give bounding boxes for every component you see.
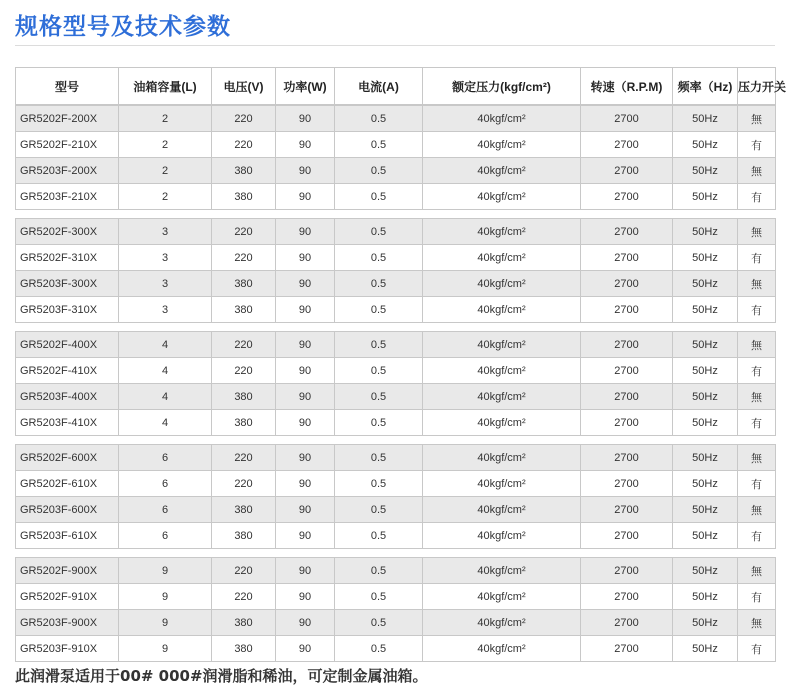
cell-speed: 2700 — [581, 245, 673, 271]
cell-speed: 2700 — [581, 332, 673, 358]
spec-table-group — [15, 105, 776, 210]
cell-rated-pressure: 40kgf/cm² — [423, 410, 581, 436]
cell-model: GR5202F-310X — [16, 245, 119, 271]
cell-current: 0.5 — [335, 558, 423, 584]
cell-current: 0.5 — [335, 106, 423, 132]
cell-current: 0.5 — [335, 297, 423, 323]
header-cell: 转速（R.P.M) — [581, 68, 673, 105]
cell-rated-pressure: 40kgf/cm² — [423, 297, 581, 323]
cell-current: 0.5 — [335, 584, 423, 610]
cell-frequency: 50Hz — [673, 584, 738, 610]
cell-voltage: 220 — [212, 245, 276, 271]
cell-speed: 2700 — [581, 497, 673, 523]
header-cell: 型号 — [16, 68, 119, 105]
cell-model: GR5203F-400X — [16, 384, 119, 410]
cell-rated-pressure: 40kgf/cm² — [423, 523, 581, 549]
cell-pressure-switch: 有 — [738, 132, 776, 158]
cell-model: GR5203F-910X — [16, 636, 119, 662]
cell-rated-pressure: 40kgf/cm² — [423, 384, 581, 410]
table-row — [16, 445, 776, 471]
cell-voltage: 220 — [212, 332, 276, 358]
cell-speed: 2700 — [581, 297, 673, 323]
cell-rated-pressure: 40kgf/cm² — [423, 610, 581, 636]
table-row — [16, 158, 776, 184]
table-group — [15, 444, 775, 549]
cell-frequency: 50Hz — [673, 610, 738, 636]
cell-voltage: 220 — [212, 219, 276, 245]
cell-tank-capacity: 3 — [119, 297, 212, 323]
cell-model: GR5203F-310X — [16, 297, 119, 323]
cell-speed: 2700 — [581, 410, 673, 436]
cell-power: 90 — [276, 184, 335, 210]
cell-model: GR5202F-300X — [16, 219, 119, 245]
cell-voltage: 380 — [212, 271, 276, 297]
cell-voltage: 220 — [212, 558, 276, 584]
cell-current: 0.5 — [335, 219, 423, 245]
cell-power: 90 — [276, 132, 335, 158]
cell-power: 90 — [276, 610, 335, 636]
cell-speed: 2700 — [581, 132, 673, 158]
cell-tank-capacity: 6 — [119, 445, 212, 471]
cell-frequency: 50Hz — [673, 410, 738, 436]
cell-voltage: 220 — [212, 584, 276, 610]
cell-tank-capacity: 2 — [119, 132, 212, 158]
table-row — [16, 245, 776, 271]
header-cell: 油箱容量(L) — [119, 68, 212, 105]
cell-pressure-switch: 有 — [738, 636, 776, 662]
cell-voltage: 220 — [212, 132, 276, 158]
cell-voltage: 380 — [212, 384, 276, 410]
page-title: 规格型号及技术参数 — [15, 14, 231, 40]
cell-rated-pressure: 40kgf/cm² — [423, 558, 581, 584]
cell-current: 0.5 — [335, 384, 423, 410]
cell-rated-pressure: 40kgf/cm² — [423, 584, 581, 610]
cell-rated-pressure: 40kgf/cm² — [423, 445, 581, 471]
table-row — [16, 497, 776, 523]
cell-tank-capacity: 4 — [119, 384, 212, 410]
header-row — [16, 68, 776, 105]
cell-tank-capacity: 9 — [119, 636, 212, 662]
cell-voltage: 220 — [212, 445, 276, 471]
cell-frequency: 50Hz — [673, 558, 738, 584]
cell-tank-capacity: 6 — [119, 523, 212, 549]
cell-pressure-switch: 有 — [738, 184, 776, 210]
cell-rated-pressure: 40kgf/cm² — [423, 158, 581, 184]
table-row — [16, 132, 776, 158]
cell-model: GR5202F-910X — [16, 584, 119, 610]
footer-note: 此润滑泵适用于00# 000#润滑脂和稀油，可定制金属油箱。 — [15, 667, 428, 685]
cell-current: 0.5 — [335, 610, 423, 636]
cell-power: 90 — [276, 106, 335, 132]
cell-power: 90 — [276, 445, 335, 471]
cell-speed: 2700 — [581, 610, 673, 636]
cell-power: 90 — [276, 636, 335, 662]
cell-power: 90 — [276, 158, 335, 184]
cell-rated-pressure: 40kgf/cm² — [423, 132, 581, 158]
cell-rated-pressure: 40kgf/cm² — [423, 245, 581, 271]
cell-speed: 2700 — [581, 636, 673, 662]
cell-rated-pressure: 40kgf/cm² — [423, 332, 581, 358]
cell-speed: 2700 — [581, 471, 673, 497]
cell-power: 90 — [276, 584, 335, 610]
table-row — [16, 297, 776, 323]
title-divider — [15, 45, 775, 46]
cell-power: 90 — [276, 410, 335, 436]
spec-table-group — [15, 557, 776, 662]
cell-tank-capacity: 2 — [119, 184, 212, 210]
spec-table-header — [15, 67, 787, 105]
cell-frequency: 50Hz — [673, 271, 738, 297]
cell-frequency: 50Hz — [673, 384, 738, 410]
table-row — [16, 184, 776, 210]
cell-tank-capacity: 2 — [119, 106, 212, 132]
header-cell: 频率（Hz) — [673, 68, 738, 105]
cell-power: 90 — [276, 384, 335, 410]
cell-voltage: 380 — [212, 610, 276, 636]
cell-pressure-switch: 有 — [738, 245, 776, 271]
cell-pressure-switch: 無 — [738, 497, 776, 523]
cell-speed: 2700 — [581, 384, 673, 410]
cell-pressure-switch: 無 — [738, 610, 776, 636]
cell-current: 0.5 — [335, 332, 423, 358]
cell-rated-pressure: 40kgf/cm² — [423, 184, 581, 210]
cell-tank-capacity: 3 — [119, 271, 212, 297]
cell-speed: 2700 — [581, 558, 673, 584]
table-row — [16, 410, 776, 436]
cell-speed: 2700 — [581, 106, 673, 132]
cell-model: GR5202F-210X — [16, 132, 119, 158]
cell-power: 90 — [276, 332, 335, 358]
cell-power: 90 — [276, 471, 335, 497]
cell-pressure-switch: 無 — [738, 445, 776, 471]
cell-frequency: 50Hz — [673, 245, 738, 271]
cell-model: GR5202F-410X — [16, 358, 119, 384]
table-group — [15, 331, 775, 436]
header-cell: 压力开关 — [738, 68, 776, 105]
cell-power: 90 — [276, 271, 335, 297]
cell-voltage: 220 — [212, 471, 276, 497]
cell-pressure-switch: 無 — [738, 558, 776, 584]
cell-model: GR5203F-610X — [16, 523, 119, 549]
cell-tank-capacity: 3 — [119, 219, 212, 245]
cell-tank-capacity: 4 — [119, 332, 212, 358]
cell-rated-pressure: 40kgf/cm² — [423, 106, 581, 132]
cell-voltage: 380 — [212, 636, 276, 662]
cell-current: 0.5 — [335, 358, 423, 384]
cell-voltage: 380 — [212, 297, 276, 323]
header-cell: 功率(W) — [276, 68, 335, 105]
cell-rated-pressure: 40kgf/cm² — [423, 471, 581, 497]
cell-power: 90 — [276, 523, 335, 549]
table-row — [16, 610, 776, 636]
cell-model: GR5202F-610X — [16, 471, 119, 497]
cell-tank-capacity: 4 — [119, 358, 212, 384]
cell-model: GR5202F-600X — [16, 445, 119, 471]
cell-current: 0.5 — [335, 132, 423, 158]
cell-current: 0.5 — [335, 523, 423, 549]
cell-frequency: 50Hz — [673, 158, 738, 184]
cell-current: 0.5 — [335, 245, 423, 271]
cell-voltage: 380 — [212, 158, 276, 184]
cell-frequency: 50Hz — [673, 358, 738, 384]
cell-power: 90 — [276, 358, 335, 384]
cell-pressure-switch: 無 — [738, 332, 776, 358]
cell-current: 0.5 — [335, 158, 423, 184]
cell-power: 90 — [276, 219, 335, 245]
cell-pressure-switch: 有 — [738, 358, 776, 384]
cell-tank-capacity: 9 — [119, 610, 212, 636]
cell-frequency: 50Hz — [673, 297, 738, 323]
cell-pressure-switch: 有 — [738, 297, 776, 323]
cell-frequency: 50Hz — [673, 184, 738, 210]
cell-current: 0.5 — [335, 497, 423, 523]
cell-current: 0.5 — [335, 184, 423, 210]
header-cell: 额定压力(kgf/cm²) — [423, 68, 581, 105]
cell-pressure-switch: 有 — [738, 523, 776, 549]
cell-tank-capacity: 2 — [119, 158, 212, 184]
cell-rated-pressure: 40kgf/cm² — [423, 271, 581, 297]
table-row — [16, 584, 776, 610]
cell-speed: 2700 — [581, 219, 673, 245]
cell-model: GR5203F-210X — [16, 184, 119, 210]
table-row — [16, 384, 776, 410]
table-group — [15, 218, 775, 323]
cell-rated-pressure: 40kgf/cm² — [423, 219, 581, 245]
table-row — [16, 106, 776, 132]
table-row — [16, 636, 776, 662]
cell-rated-pressure: 40kgf/cm² — [423, 358, 581, 384]
cell-model: GR5203F-600X — [16, 497, 119, 523]
cell-voltage: 380 — [212, 523, 276, 549]
spec-table-group — [15, 331, 776, 436]
cell-power: 90 — [276, 245, 335, 271]
spec-table — [15, 67, 787, 662]
cell-voltage: 380 — [212, 497, 276, 523]
cell-pressure-switch: 無 — [738, 106, 776, 132]
cell-voltage: 380 — [212, 410, 276, 436]
cell-speed: 2700 — [581, 445, 673, 471]
cell-pressure-switch: 有 — [738, 584, 776, 610]
cell-current: 0.5 — [335, 271, 423, 297]
cell-tank-capacity: 9 — [119, 584, 212, 610]
cell-pressure-switch: 無 — [738, 271, 776, 297]
cell-frequency: 50Hz — [673, 471, 738, 497]
cell-power: 90 — [276, 297, 335, 323]
cell-pressure-switch: 有 — [738, 471, 776, 497]
cell-frequency: 50Hz — [673, 523, 738, 549]
header-cell: 电流(A) — [335, 68, 423, 105]
cell-pressure-switch: 無 — [738, 158, 776, 184]
cell-model: GR5203F-200X — [16, 158, 119, 184]
cell-tank-capacity: 3 — [119, 245, 212, 271]
table-row — [16, 358, 776, 384]
cell-model: GR5202F-400X — [16, 332, 119, 358]
cell-pressure-switch: 有 — [738, 410, 776, 436]
table-group — [15, 557, 775, 662]
cell-model: GR5202F-200X — [16, 106, 119, 132]
cell-voltage: 220 — [212, 106, 276, 132]
cell-current: 0.5 — [335, 410, 423, 436]
table-row — [16, 523, 776, 549]
cell-frequency: 50Hz — [673, 497, 738, 523]
cell-tank-capacity: 6 — [119, 497, 212, 523]
table-row — [16, 332, 776, 358]
table-row — [16, 558, 776, 584]
cell-frequency: 50Hz — [673, 445, 738, 471]
cell-pressure-switch: 無 — [738, 219, 776, 245]
cell-voltage: 220 — [212, 358, 276, 384]
cell-speed: 2700 — [581, 358, 673, 384]
cell-model: GR5203F-410X — [16, 410, 119, 436]
cell-current: 0.5 — [335, 471, 423, 497]
cell-speed: 2700 — [581, 158, 673, 184]
cell-power: 90 — [276, 558, 335, 584]
cell-current: 0.5 — [335, 445, 423, 471]
spec-table-group — [15, 218, 776, 323]
cell-tank-capacity: 4 — [119, 410, 212, 436]
cell-current: 0.5 — [335, 636, 423, 662]
cell-tank-capacity: 9 — [119, 558, 212, 584]
table-row — [16, 471, 776, 497]
cell-rated-pressure: 40kgf/cm² — [423, 636, 581, 662]
cell-speed: 2700 — [581, 523, 673, 549]
cell-model: GR5203F-900X — [16, 610, 119, 636]
cell-frequency: 50Hz — [673, 106, 738, 132]
table-body-groups — [15, 105, 775, 662]
cell-speed: 2700 — [581, 271, 673, 297]
cell-voltage: 380 — [212, 184, 276, 210]
header-cell: 电压(V) — [212, 68, 276, 105]
table-row — [16, 271, 776, 297]
spec-table-group — [15, 444, 776, 549]
table-group — [15, 105, 775, 210]
cell-frequency: 50Hz — [673, 332, 738, 358]
cell-pressure-switch: 無 — [738, 384, 776, 410]
table-row — [16, 219, 776, 245]
cell-model: GR5202F-900X — [16, 558, 119, 584]
cell-model: GR5203F-300X — [16, 271, 119, 297]
cell-speed: 2700 — [581, 184, 673, 210]
cell-frequency: 50Hz — [673, 132, 738, 158]
cell-rated-pressure: 40kgf/cm² — [423, 497, 581, 523]
cell-tank-capacity: 6 — [119, 471, 212, 497]
cell-frequency: 50Hz — [673, 636, 738, 662]
cell-speed: 2700 — [581, 584, 673, 610]
cell-frequency: 50Hz — [673, 219, 738, 245]
cell-power: 90 — [276, 497, 335, 523]
